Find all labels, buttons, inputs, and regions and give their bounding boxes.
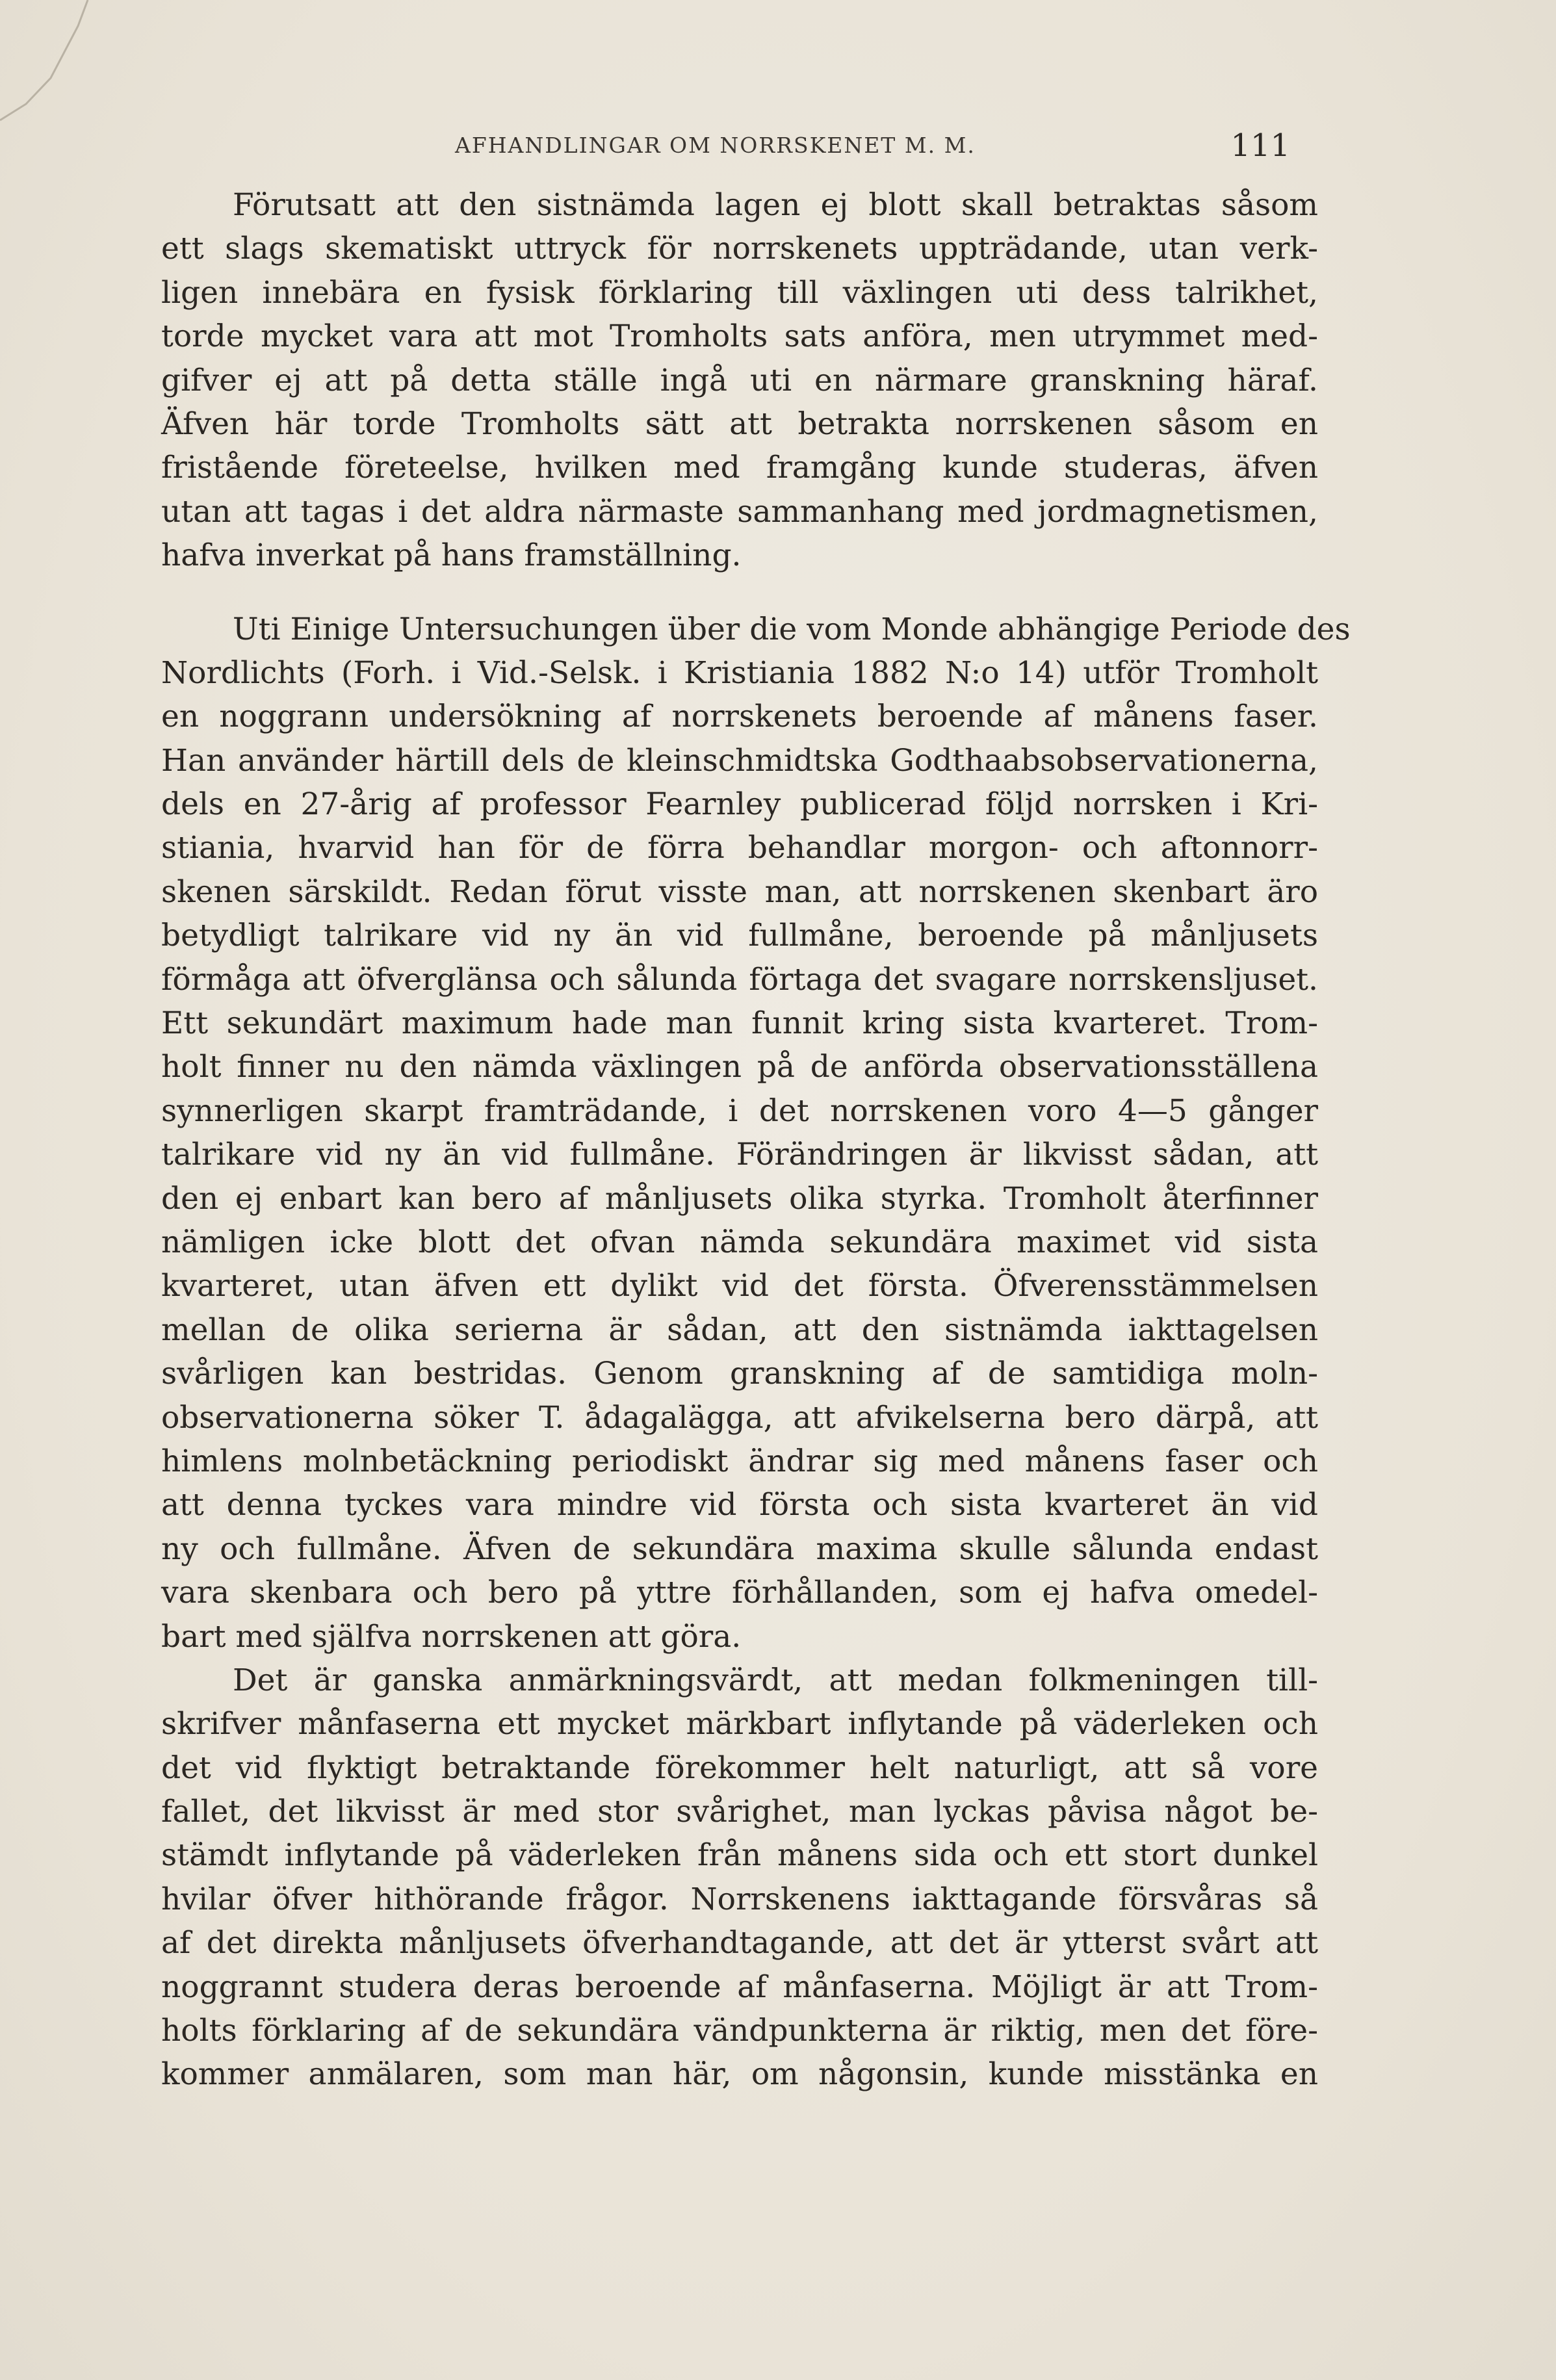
text-line: skrifver månfaserna ett mycket märkbart inflytande på väderleken och [161, 1706, 1318, 1742]
text-line: svårligen kan bestridas. Genom granskning af de samtidiga moln- [161, 1356, 1318, 1392]
text-line: kvarteret, utan äfven ett dylikt vid det första. Öfverensstämmelsen [161, 1268, 1318, 1304]
text-line: stämdt inflytande på väderleken från månens sida och ett stort dunkel [161, 1837, 1318, 1874]
text-line: fallet, det likvisst är med stor svårighet, man lyckas påvisa något be- [161, 1794, 1318, 1830]
text-line: ligen innebära en fysisk förklaring till växlingen uti dess talrikhet, [161, 274, 1318, 311]
text-line: Ett sekundärt maximum hade man funnit kring sista kvarteret. Trom- [161, 1005, 1318, 1042]
text-line: den ej enbart kan bero af månljusets olika styrka. Tromholt återfinner [161, 1180, 1318, 1217]
running-title: AFHANDLINGAR OM NORRSKENET M. M. [455, 133, 976, 158]
text-line: torde mycket vara att mot Tromholts sats anföra, men utrymmet med- [161, 318, 1318, 355]
page-number: 111 [1230, 127, 1290, 164]
paragraph-2 [161, 608, 1351, 1659]
text-line: holt finner nu den nämda växlingen på de anförda observationsställena [161, 1049, 1318, 1085]
text-line: holts förklaring af de sekundära vändpunkterna är riktig, men det före- [161, 2013, 1318, 2049]
text-line: förmåga att öfverglänsa och sålunda förtaga det svagare norrskensljuset. [161, 961, 1318, 998]
text-line: skenen särskildt. Redan förut visste man, att norrskenen skenbart äro [161, 873, 1318, 910]
text-line: hafva inverkat på hans framställning. [161, 537, 742, 574]
text-line: Det är ganska anmärkningsvärdt, att medan folkmeningen till- [233, 1662, 1318, 1698]
text-line: himlens molnbetäckning periodiskt ändrar sig med månens faser och [161, 1443, 1318, 1479]
text-line: Nordlichts (Forh. i Vid.-Selsk. i Kristiania 1882 N:o 14) utför Tromholt [161, 654, 1318, 691]
text-line: mellan de olika serierna är sådan, att den sistnämda iakttagelsen [161, 1312, 1318, 1348]
text-line: en noggrann undersökning af norrskenets beroende af månens faser. [161, 699, 1318, 735]
text-line: Uti Einige Untersuchungen über die vom Monde abhängige Periode des [233, 611, 1351, 647]
text-line: Han använder härtill dels de kleinschmidtska Godthaabsobservationerna, [161, 742, 1318, 779]
text-line: vara skenbara och bero på yttre förhållanden, som ej hafva omedel- [161, 1575, 1318, 1611]
text-line: observationerna söker T. ådagalägga, att afvikelserna bero därpå, att [161, 1399, 1318, 1436]
text-line: fristående företeelse, hvilken med framgång kunde studeras, äfven [161, 450, 1318, 486]
corner-fold-mark [0, 0, 130, 130]
text-line: nämligen icke blott det ofvan nämda sekundära maximet vid sista [161, 1224, 1318, 1260]
text-line: det vid flyktigt betraktande förekommer helt naturligt, att så vore [161, 1750, 1318, 1786]
text-line: dels en 27-årig af professor Fearnley publicerad följd norrsken i Kri- [161, 786, 1318, 823]
text-line: noggrannt studera deras beroende af månfaserna. Möjligt är att Trom- [161, 1969, 1318, 2005]
text-line: synnerligen skarpt framträdande, i det norrskenen voro 4—5 gånger [161, 1093, 1318, 1129]
text-line: bart med själfva norrskenen att göra. [161, 1618, 742, 1655]
text-line: utan att tagas i det aldra närmaste sammanhang med jordmagnetismen, [161, 493, 1318, 530]
page-header [162, 127, 1290, 166]
text-line: hvilar öfver hithörande frågor. Norrskenens iakttagande försvåras så [161, 1881, 1318, 1917]
text-line: ett slags skematiskt uttryck för norrskenets uppträdande, utan verk- [161, 231, 1318, 267]
text-line: betydligt talrikare vid ny än vid fullmåne, beroende på månljusets [161, 918, 1318, 954]
text-line: ny och fullmåne. Äfven de sekundära maxima skulle sålunda endast [161, 1531, 1318, 1567]
text-line: kommer anmälaren, som man här, om någonsin, kunde misstänka en [161, 2056, 1318, 2093]
paragraph-3 [161, 1659, 1318, 2097]
paragraph-gap [161, 578, 1318, 608]
text-line: af det direkta månljusets öfverhandtagande, att det är ytterst svårt att [161, 1925, 1318, 1961]
text-line: Äfven här torde Tromholts sätt att betrakta norrskenen såsom en [161, 406, 1318, 442]
paragraph-1 [161, 183, 1318, 578]
text-line: talrikare vid ny än vid fullmåne. Förändringen är likvisst sådan, att [161, 1137, 1318, 1173]
body-text [161, 183, 1351, 2097]
text-line: gifver ej att på detta ställe ingå uti en närmare granskning häraf. [161, 362, 1318, 398]
text-line: att denna tyckes vara mindre vid första och sista kvarteret än vid [161, 1487, 1318, 1523]
text-line: stiania, hvarvid han för de förra behandlar morgon- och aftonnorr- [161, 830, 1318, 866]
text-line: Förutsatt att den sistnämda lagen ej blott skall betraktas såsom [233, 187, 1318, 223]
